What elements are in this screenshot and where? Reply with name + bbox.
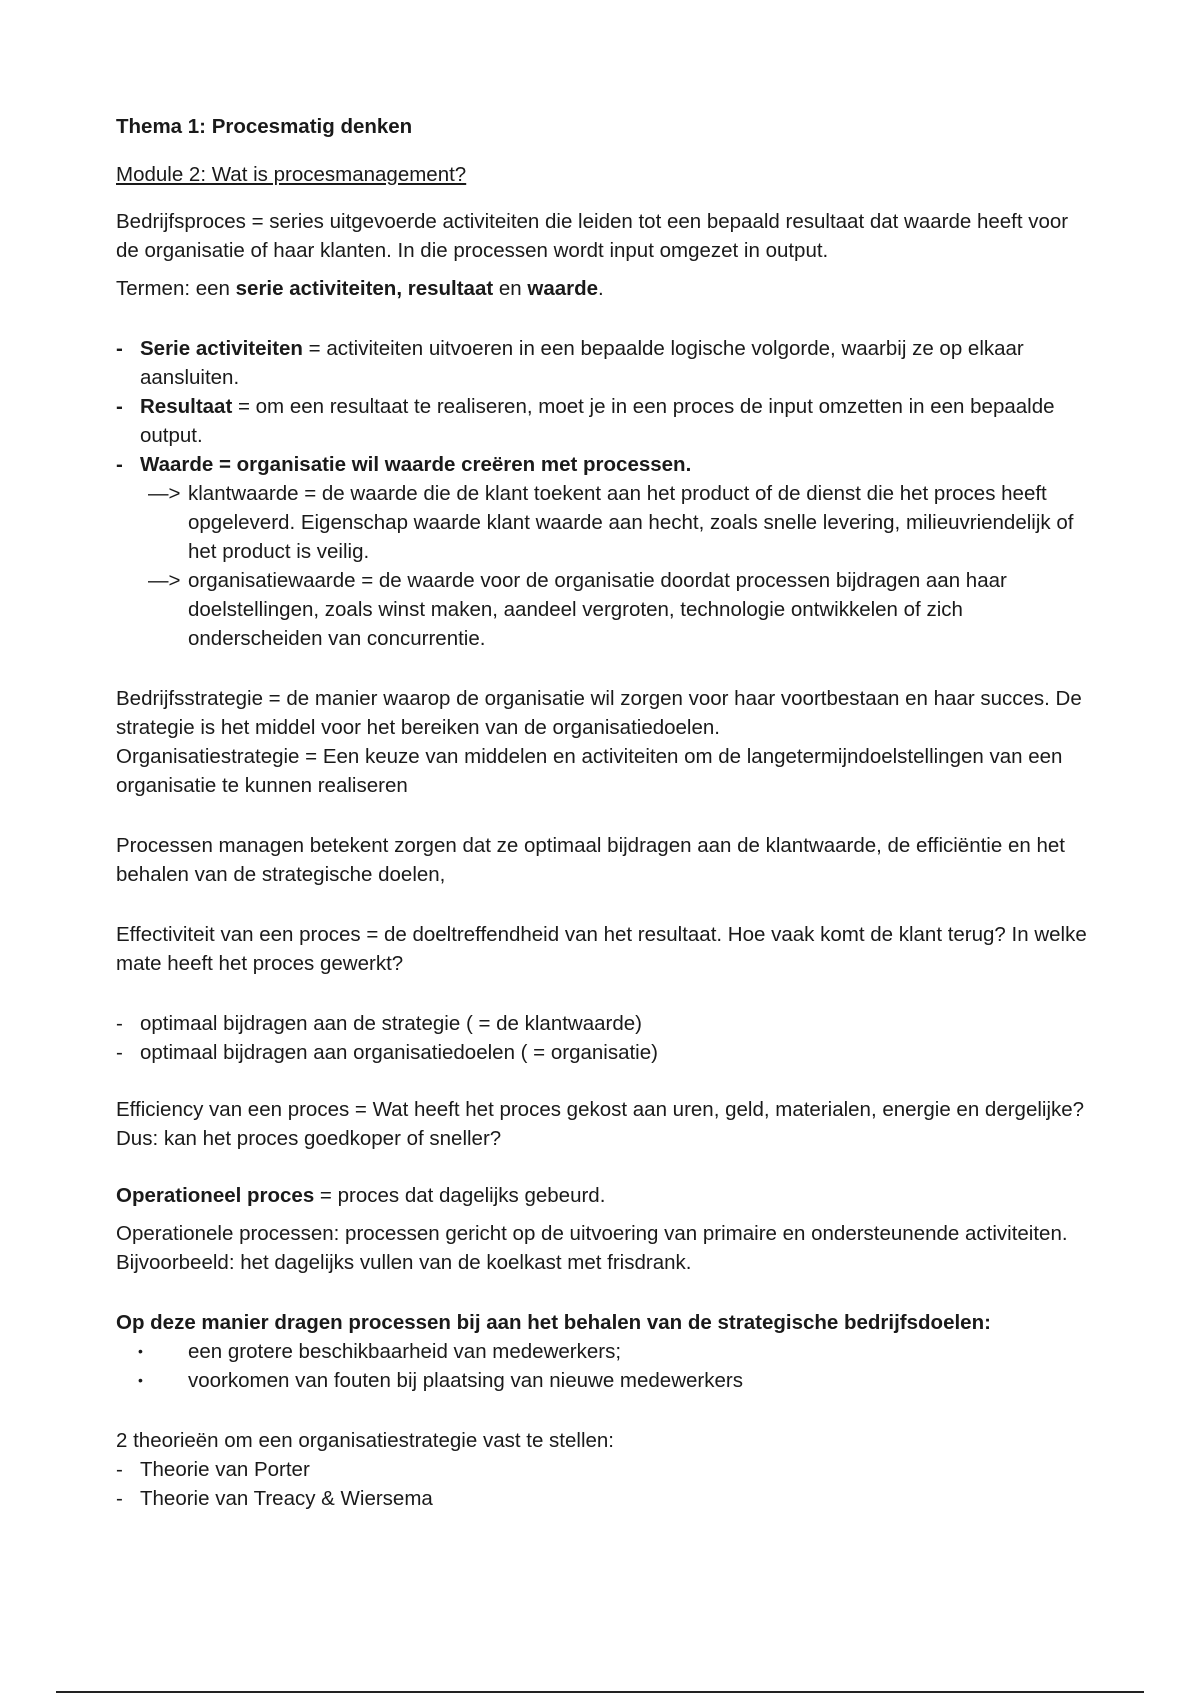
list-item: - Theorie van Treacy & Wiersema xyxy=(116,1484,1096,1513)
organisatiestrategie-paragraph: Organisatiestrategie = Een keuze van middelen en activiteiten om de langetermijndoelstellingen van een organisatie te kunnen realiseren xyxy=(116,745,1063,797)
terms-list xyxy=(116,334,1096,479)
theorieen-list xyxy=(116,1455,1096,1513)
document-page xyxy=(116,112,1096,1513)
page-title: Thema 1: Procesmatig denken xyxy=(116,115,413,138)
module-heading: Module 2: Wat is procesmanagement? xyxy=(116,163,467,186)
termen-line: Termen: een serie activiteiten, resultaat en waarde. xyxy=(116,277,604,300)
arrow-item-klantwaarde: —> klantwaarde = de waarde die de klant toekent aan het product of de dienst die het proces heeft opgeleverd. Eigenschap waarde klant waarde aan hecht, zoals snelle levering, milieuvriendelijk of het product is veilig. xyxy=(116,479,1096,566)
effectiviteit-list xyxy=(116,1009,1096,1067)
arrow-icon: —> xyxy=(148,569,181,592)
list-item: - Theorie van Porter xyxy=(116,1455,1096,1484)
theorieen-intro: 2 theorieën om een organisatiestrategie vast te stellen: xyxy=(116,1429,614,1452)
effectiviteit-paragraph: Effectiviteit van een proces = de doeltreffendheid van het resultaat. Hoe vaak komt de klant terug? In welke mate heeft het proces gewerkt? xyxy=(116,923,1087,975)
list-item: - Serie activiteiten = activiteiten uitvoeren in een bepaalde logische volgorde, waarbij ze op elkaar aansluiten. xyxy=(116,334,1096,392)
bedrijfsstrategie-paragraph: Bedrijfsstrategie = de manier waarop de organisatie wil zorgen voor haar voortbestaan en haar succes. De strategie is het middel voor het bereiken van de organisatiedoelen. xyxy=(116,687,1082,739)
operationele-processen-paragraph: Operationele processen: processen gericht op de uitvoering van primaire en ondersteunende activiteiten. Bijvoorbeeld: het dagelijks vullen van de koelkast met frisdrank. xyxy=(116,1222,1068,1274)
operationeel-proces-line: Operationeel proces = proces dat dagelijks gebeurd. xyxy=(116,1184,606,1207)
bedrijfsproces-paragraph: Bedrijfsproces = series uitgevoerde activiteiten die leiden tot een bepaald resultaat dat waarde heeft voor de organisatie of haar klanten. In die processen wordt input omgezet in output. xyxy=(116,210,1069,262)
arrow-icon: —> xyxy=(148,482,181,505)
list-item: - Waarde = organisatie wil waarde creëren met processen. xyxy=(116,450,1096,479)
doelen-list xyxy=(116,1337,1096,1395)
arrow-item-organisatiewaarde: —> organisatiewaarde = de waarde voor de organisatie doordat processen bijdragen aan haar doelstellingen, zoals winst maken, aandeel vergroten, technologie ontwikkelen of zich onderscheiden van concurrentie. xyxy=(116,566,1096,653)
list-item: • een grotere beschikbaarheid van medewerkers; xyxy=(116,1337,1096,1366)
list-item: - optimaal bijdragen aan de strategie ( = de klantwaarde) xyxy=(116,1009,1096,1038)
processen-managen-paragraph: Processen managen betekent zorgen dat ze optimaal bijdragen aan de klantwaarde, de efficiëntie en het behalen van de strategische doelen, xyxy=(116,834,1065,886)
list-item: • voorkomen van fouten bij plaatsing van nieuwe medewerkers xyxy=(116,1366,1096,1395)
list-item: - Resultaat = om een resultaat te realiseren, moet je in een proces de input omzetten in een bepaalde output. xyxy=(116,392,1096,450)
strategische-doelen-heading: Op deze manier dragen processen bij aan het behalen van de strategische bedrijfsdoelen: xyxy=(116,1311,991,1334)
list-item: - optimaal bijdragen aan organisatiedoelen ( = organisatie) xyxy=(116,1038,1096,1067)
efficiency-paragraph: Efficiency van een proces = Wat heeft het proces gekost aan uren, geld, materialen, energie en dergelijke? Dus: kan het proces goedkoper of sneller? xyxy=(116,1098,1085,1150)
footer-divider xyxy=(56,1691,1144,1693)
